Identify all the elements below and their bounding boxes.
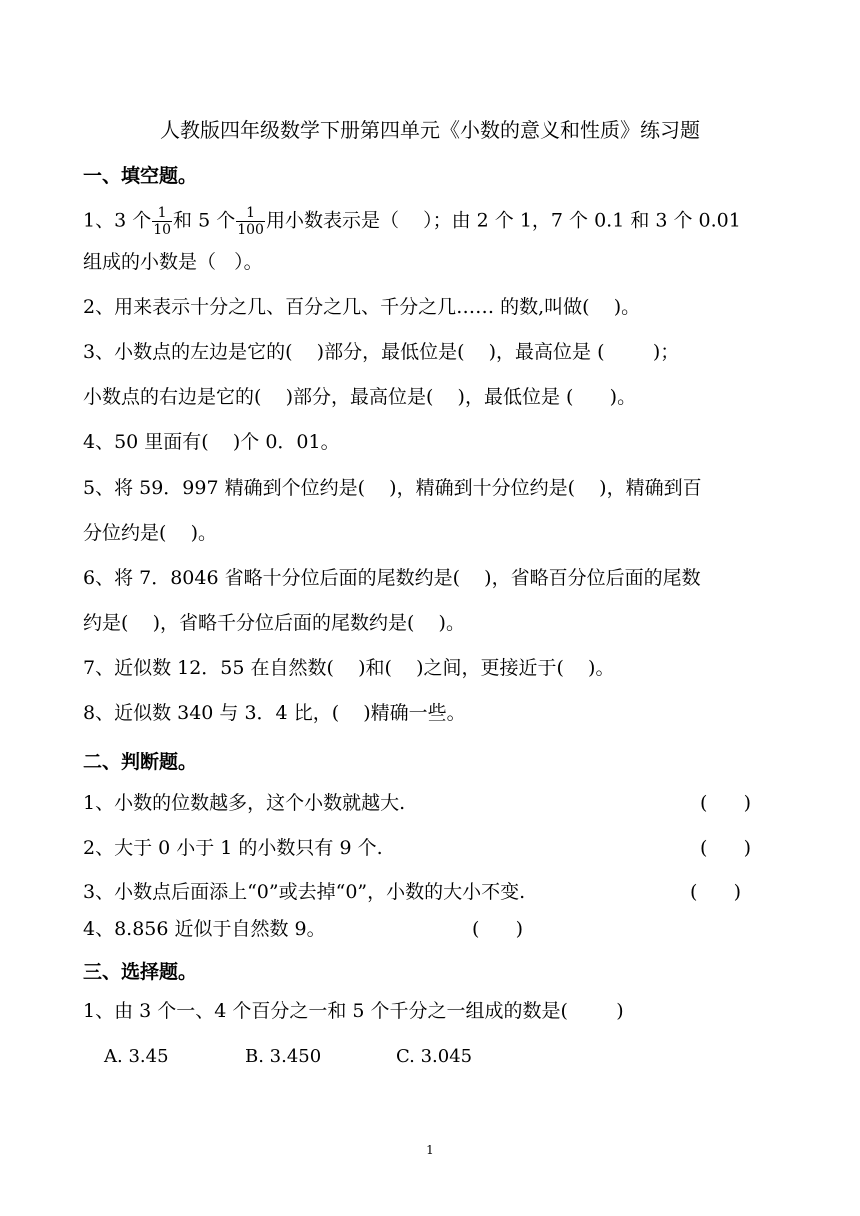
question-5-line-1: 5、将 59．997 精确到个位约是( )，精确到十分位约是( )，精确到百 (83, 477, 702, 499)
judge-question-3: 3、小数点后面添上“0”或去掉“0”，小数的大小不变. (83, 881, 526, 903)
fraction-denominator: 10 (153, 222, 172, 238)
fraction-numerator: 1 (152, 205, 172, 222)
choice-question-1: 1、由 3 个一、4 个百分之一和 5 个千分之一组成的数是( ) (83, 1000, 624, 1022)
answer-parentheses: ( ) (690, 881, 742, 903)
question-8: 8、近似数 340 与 3．4 比，( )精确一些。 (83, 702, 466, 724)
question-3-line-2: 小数点的右边是它的( )部分，最高位是( )，最低位是 ( )。 (83, 386, 637, 408)
option-b: B. 3.450 (245, 1046, 322, 1067)
question-6-line-2: 约是( )，省略千分位后面的尾数约是( )。 (83, 612, 465, 634)
option-a: A. 3.45 (104, 1046, 169, 1067)
question-1-line-1 (83, 205, 741, 238)
option-c: C. 3.045 (396, 1046, 473, 1067)
question-text: 1、3 个 (83, 209, 152, 232)
judge-question-2: 2、大于 0 小于 1 的小数只有 9 个. (83, 837, 383, 859)
question-2: 2、用来表示十分之几、百分之几、千分之几…… 的数,叫做( )。 (83, 296, 641, 318)
section-heading-fill-blank: 一、填空题。 (83, 165, 198, 187)
question-6-line-1: 6、将 7．8046 省略十分位后面的尾数约是( )，省略百分位后面的尾数 (83, 567, 701, 589)
page-title: 人教版四年级数学下册第四单元《小数的意义和性质》练习题 (160, 118, 700, 142)
question-1-line-2: 组成的小数是（ ）。 (83, 251, 263, 273)
question-5-line-2: 分位约是( )。 (83, 522, 217, 544)
answer-parentheses: ( ) (472, 918, 524, 940)
judge-question-4: 4、8.856 近似于自然数 9。 (83, 918, 326, 940)
page-number: 1 (426, 1143, 434, 1157)
answer-parentheses: ( ) (700, 837, 752, 859)
judge-question-1: 1、小数的位数越多，这个小数就越大. (83, 792, 406, 814)
section-heading-true-false: 二、判断题。 (83, 751, 198, 773)
section-heading-multiple-choice: 三、选择题。 (83, 961, 198, 983)
question-text: 和 5 个 (173, 209, 236, 232)
question-4: 4、50 里面有( )个 0．01。 (83, 431, 340, 453)
fraction-numerator: 1 (236, 205, 265, 222)
fraction-one-tenth (152, 205, 172, 238)
question-text: 用小数表示是（ ）；由 2 个 1，7 个 0.1 和 3 个 0.01 (265, 209, 741, 232)
fraction-denominator: 100 (237, 222, 264, 238)
fraction-one-hundredth (236, 205, 265, 238)
question-3-line-1: 3、小数点的左边是它的( )部分，最低位是( )，最高位是 ( )； (83, 341, 680, 363)
question-7: 7、近似数 12．55 在自然数( )和( )之间，更接近于( )。 (83, 657, 615, 679)
answer-parentheses: ( ) (700, 792, 752, 814)
